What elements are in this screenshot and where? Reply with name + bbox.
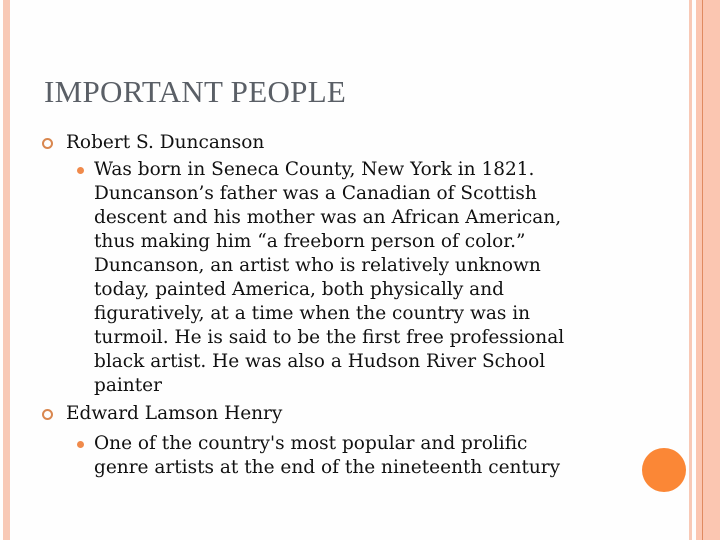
right-decorative-stripe xyxy=(689,0,692,540)
sub-bullet-duncanson xyxy=(94,158,564,398)
bullet-item-duncanson xyxy=(66,131,264,155)
dot-bullet-icon xyxy=(77,441,84,448)
text-line: thus making him “a freeborn person of color.” xyxy=(94,231,526,252)
text-line: Was born in Seneca County, New York in 1821. xyxy=(94,159,535,180)
slide-title: IMPORTANT PEOPLE xyxy=(44,74,347,109)
item-label: Edward Lamson Henry xyxy=(66,403,283,424)
text-line: turmoil. He is said to be the first free professional xyxy=(94,327,565,348)
right-decorative-band xyxy=(696,0,720,540)
text-line: Duncanson, an artist who is relatively unknown xyxy=(94,255,541,276)
text-line: painter xyxy=(94,375,162,396)
decorative-orange-circle xyxy=(642,448,686,492)
dot-bullet-icon xyxy=(77,167,84,174)
bullet-item-henry xyxy=(66,402,282,426)
item-label: Robert S. Duncanson xyxy=(66,132,265,153)
text-line: today, painted America, both physically and xyxy=(94,279,504,300)
text-line: Duncanson’s father was a Canadian of Scottish xyxy=(94,183,537,204)
hollow-circle-bullet-icon xyxy=(42,138,53,149)
hollow-circle-bullet-icon xyxy=(42,409,53,420)
text-line: descent and his mother was an African American, xyxy=(94,207,562,228)
right-decorative-line xyxy=(702,0,703,540)
text-line: black artist. He was also a Hudson River School xyxy=(94,351,546,372)
text-line: One of the country's most popular and prolific xyxy=(94,433,528,454)
sub-bullet-henry xyxy=(94,432,560,480)
text-line: genre artists at the end of the nineteenth century xyxy=(94,457,561,478)
left-decorative-bar xyxy=(3,0,10,540)
text-line: figuratively, at a time when the country was in xyxy=(94,303,531,324)
